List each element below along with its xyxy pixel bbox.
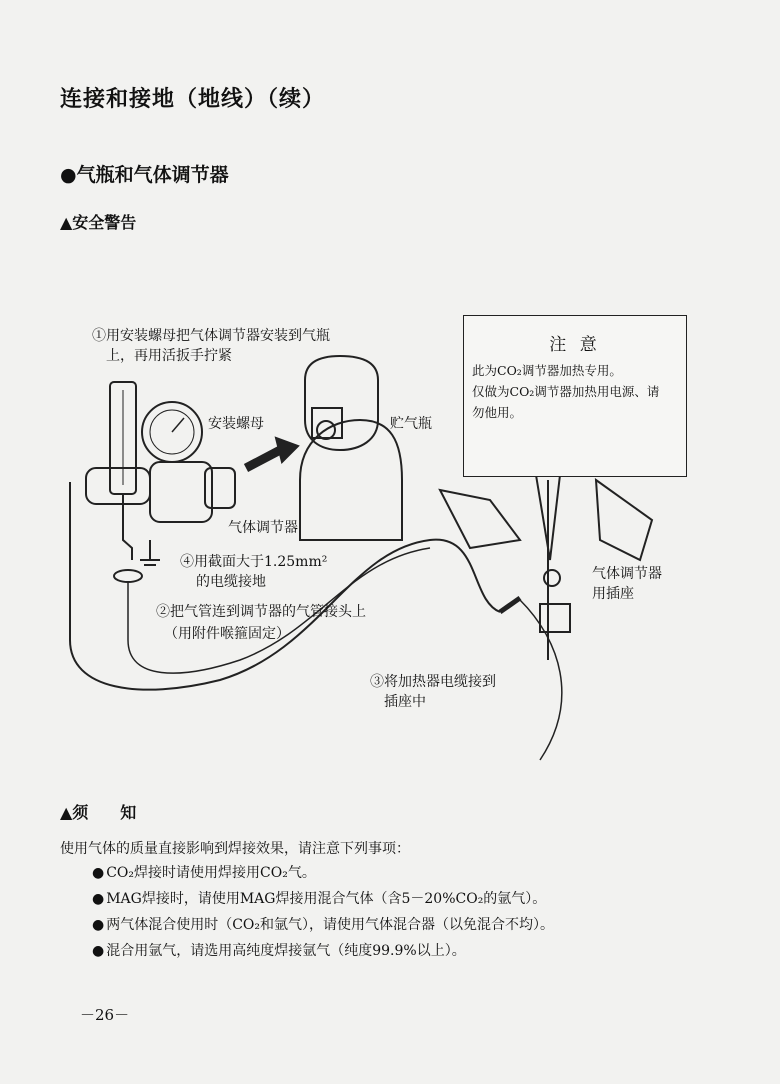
gas-hose: [70, 482, 500, 690]
list-item: ● CO₂焊接时请使用焊接用CO₂气。: [92, 860, 554, 886]
caution-line-2: 仅做为CO₂调节器加热用电源、请: [472, 384, 660, 399]
socket: [544, 570, 560, 586]
caution-box: [463, 315, 687, 477]
step3-label-line2: 插座中: [384, 694, 426, 710]
notice-intro: 使用气体的质量直接影响到焊接效果，请注意下列事项：: [60, 841, 410, 857]
list-item: ● 两气体混合使用时（CO₂和氩气），请使用气体混合器（以免混合不均）。: [92, 912, 554, 938]
socket-label-line1: 气体调节器: [592, 566, 662, 582]
notice-list: [92, 860, 554, 964]
notice-heading: ▲须 知: [60, 803, 137, 822]
step1-label-line2: 上，再用活扳手拧紧: [106, 348, 232, 364]
socket-label-line2: 用插座: [592, 586, 634, 602]
caution-line-1: 此为CO₂调节器加热专用。: [472, 363, 622, 378]
step4-label-line2: 的电缆接地: [196, 574, 266, 590]
step4-label-line1: ④用截面大于1.25mm²: [180, 554, 328, 570]
step1-label-line1: ①用安装螺母把气体调节器安装到气瓶: [92, 328, 330, 344]
cylinder-label: 贮气瓶: [390, 416, 432, 432]
nut-label: 安装螺母: [208, 416, 264, 432]
regulator-body: [150, 462, 212, 522]
page-number: －26－: [80, 1006, 130, 1024]
caution-line-3: 勿他用。: [472, 405, 523, 420]
step2-label-line2: （用附件喉箍固定）: [164, 626, 290, 642]
hose-clamp: [114, 570, 142, 582]
caution-title: 注 意: [549, 335, 601, 355]
step3-label-line1: ③将加热器电缆接到: [370, 674, 496, 690]
list-item: ● MAG焊接时，请使用MAG焊接用混合气体（含5－20%CO₂的氩气）。: [92, 886, 554, 912]
page-title: 连接和接地（地线）（续）: [60, 87, 326, 112]
subsection-title: ▲安全警告: [60, 213, 137, 232]
regulator-label: 气体调节器: [228, 520, 298, 536]
section-title: ●气瓶和气体调节器: [60, 164, 229, 186]
step2-label-line1: ②把气管连到调节器的气管接头上: [156, 604, 366, 620]
caution-text: [472, 360, 680, 423]
list-item: ● 混合用氩气，请选用高纯度焊接氩气（纯度99.9%以上）。: [92, 938, 554, 964]
